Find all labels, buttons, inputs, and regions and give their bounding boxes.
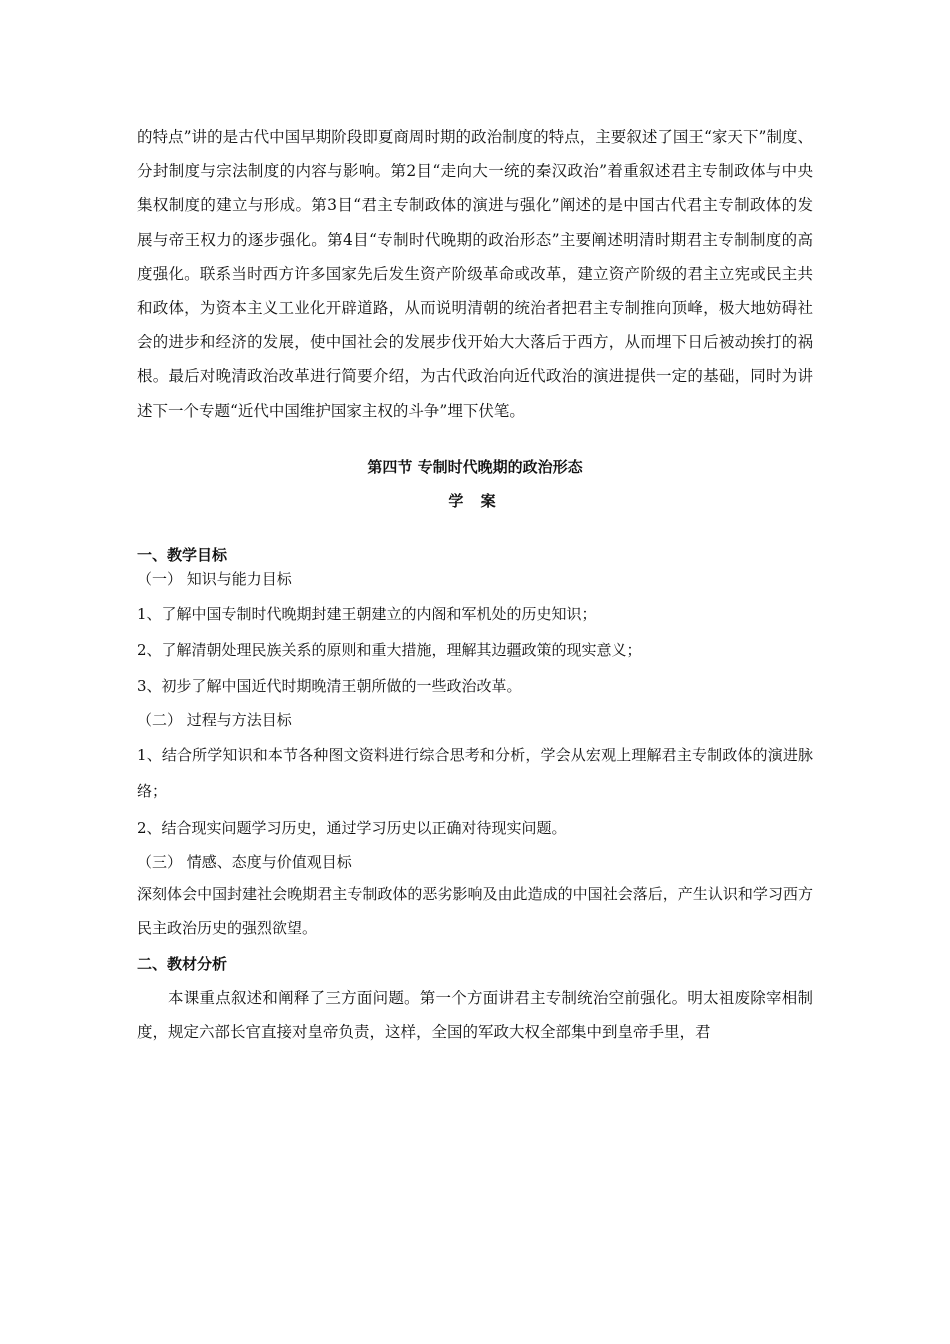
goal-item: 2、结合现实问题学习历史，通过学习历史以正确对待现实问题。 — [137, 818, 567, 837]
goal-item: 1、结合所学知识和本节各种图文资料进行综合思考和分析，学会从宏观上理解君主专制政体的演进脉络； — [137, 745, 813, 800]
analysis-paragraph: 本课重点叙述和阐释了三方面问题。第一个方面讲君主专制统治空前强化。明太祖废除宰相制度，规定六部长官直接对皇帝负责，这样，全国的军政大权全部集中到皇帝手里，君 — [137, 988, 813, 1041]
goal-item: 1、了解中国专制时代晚期封建王朝建立的内阁和军机处的历史知识； — [137, 604, 597, 623]
intro-paragraph: 的特点”讲的是古代中国早期阶段即夏商周时期的政治制度的特点，主要叙述了国王“家天下”制度、分封制度与宗法制度的内容与影响。第2目“走向大一统的秦汉政治”着重叙述君主专制政体与中央集权制度的建立与形成。第3目“君主专制政体的演进与强化”阐述的是中国古代君主专制政体的发展与帝王权力的逐步强化。第4目“专制时代晚期的政治形态”主要阐述明清时期君主专制制度的高度强化。联系当时西方许多国家先后发生资产阶级革命或改革，建立资产阶级的君主立宪或民主共和政体，为资本主义工业化开辟道路，从而说明清朝的统治者把君主专制推向顶峰，极大地妨碍社会的进步和经济的发展，使中国社会的发展步伐开始大大落后于西方，从而埋下日后被动挨打的祸根。最后对晚清政治改革进行简要介绍，为古代政治向近代政治的演进提供一定的基础，同时为讲述下一个专题“近代中国维护国家主权的斗争”埋下伏笔。 — [137, 128, 813, 420]
goal-paragraph: 深刻体会中国封建社会晚期君主专制政体的恶劣影响及由此造成的中国社会落后，产生认识和学习西方民主政治历史的强烈欲望。 — [137, 884, 813, 937]
document-page — [137, 120, 813, 1049]
goal-subheading-values: （三） 情感、态度与价值观目标 — [137, 852, 352, 871]
section-subtitle: 学 案 — [448, 491, 502, 510]
textbook-analysis-section — [137, 953, 813, 1049]
teaching-goals-heading: 一、教学目标 — [137, 545, 228, 564]
goal-item: 3、初步了解中国近代时期晚清王朝所做的一些政治改革。 — [137, 676, 522, 695]
goal-item: 2、了解清朝处理民族关系的原则和重大措施，理解其边疆政策的现实意义； — [137, 640, 642, 659]
section-title: 第四节 专制时代晚期的政治形态 — [367, 457, 583, 476]
goal-subheading-knowledge: （一） 知识与能力目标 — [137, 569, 292, 588]
goal-subheading-process: （二） 过程与方法目标 — [137, 710, 292, 729]
teaching-goals-section — [137, 544, 813, 945]
title-block — [137, 456, 813, 512]
textbook-analysis-heading: 二、教材分析 — [137, 954, 228, 973]
